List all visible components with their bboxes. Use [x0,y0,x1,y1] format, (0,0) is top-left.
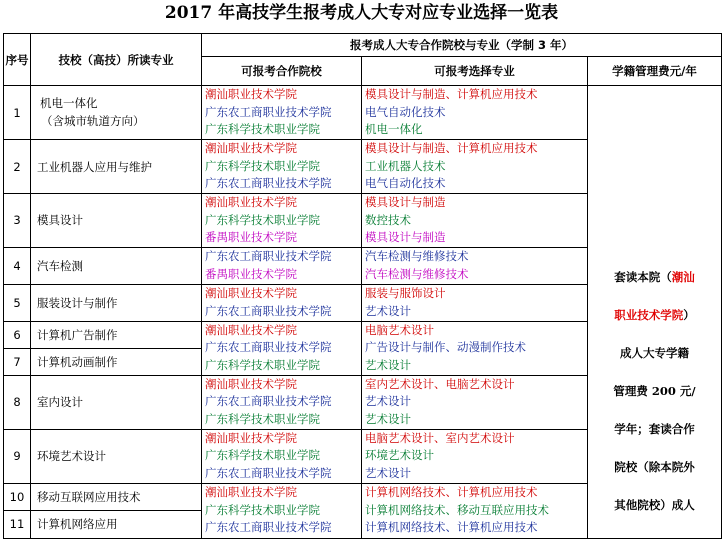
college: 广东科学技术职业学院 [205,212,320,227]
row-4-no: 4 [4,247,31,284]
college: 广东科学技术职业学院 [205,502,320,517]
row-9-no: 9 [4,429,31,483]
college: 潮汕职业技术学院 [205,87,297,102]
row-1-specialties [362,86,588,140]
fee-line-7: 其他院校）成人 [614,498,695,512]
fee-note [588,86,722,539]
specialty: 艺术设计 [365,357,411,372]
college: 广东农工商职业技术学院 [205,340,332,355]
specialty: 工业机器人技术 [365,158,446,173]
specialty: 计算机网络技术、移动互联应用技术 [365,502,549,517]
row-5-major: 服装设计与制作 [31,284,202,321]
row-6-7-specialties [362,321,588,375]
row-11-major: 计算机网络应用 [31,510,202,538]
fee-line-5: 学年；套读合作 [614,422,695,436]
college: 广东农工商职业技术学院 [205,520,332,535]
college: 广东科学技术职业学院 [205,411,320,426]
specialty: 汽车检测与维修技术 [365,266,469,281]
specialty: 模具设计与制造、计算机应用技术 [365,87,538,102]
row-7-no: 7 [4,348,31,375]
row-5-specialties [362,284,588,321]
specialty: 模具设计与制造 [365,195,446,209]
specialty: 环境艺术设计 [365,448,434,463]
row-1-no: 1 [4,86,31,140]
college: 番禺职业技术学院 [205,230,297,244]
college: 广东农工商职业技术学院 [205,104,332,119]
header-specialties: 可报考选择专业 [362,57,588,86]
fee-line-4: 管理费 200 元/ [613,384,696,398]
specialty: 电脑艺术设计、室内艺术设计 [365,430,515,445]
major-subtitle: （含城市轨道方向） [41,113,145,128]
major-name: 机电一体化 [40,96,98,110]
row-10-11-colleges [202,483,362,538]
specialty: 计算机网络技术、计算机应用技术 [365,485,538,500]
row-2-specialties [362,140,588,194]
specialty: 电气自动化技术 [365,176,446,191]
college: 广东农工商职业技术学院 [205,394,332,409]
college: 广东农工商职业技术学院 [205,176,332,191]
row-8-colleges [202,375,362,429]
specialty: 艺术设计 [365,465,411,480]
row-1-major [31,86,202,140]
fee-line-6: 院校（除本院外 [614,460,695,474]
college: 广东农工商职业技术学院 [205,303,332,318]
major-table [3,33,722,539]
row-8-no: 8 [4,375,31,429]
row-9-colleges [202,429,362,483]
row-10-no: 10 [4,483,31,510]
specialty: 艺术设计 [365,303,411,318]
row-3-specialties [362,194,588,248]
specialty: 计算机网络技术、计算机应用技术 [365,520,538,535]
college: 潮汕职业技术学院 [205,141,297,156]
row-9-major: 环境艺术设计 [31,429,202,483]
specialty: 电气自动化技术 [365,104,446,119]
college: 广东科学技术职业学院 [205,122,320,137]
row-3-major: 模具设计 [31,194,202,248]
specialty: 机电一体化 [365,122,423,137]
college: 广东农工商职业技术学院 [205,249,332,263]
college: 广东农工商职业技术学院 [205,465,332,480]
row-10-11-specialties [362,483,588,538]
college: 潮汕职业技术学院 [205,485,297,500]
specialty: 数控技术 [365,212,411,227]
row-8-major: 室内设计 [31,375,202,429]
fee-line-2: 职业技术学院） [614,308,695,322]
fee-line-3: 成人大专学籍 [620,346,689,360]
row-5-no: 5 [4,284,31,321]
row-4-colleges [202,247,362,284]
college: 潮汕职业技术学院 [205,322,297,337]
row-6-no: 6 [4,321,31,348]
college: 潮汕职业技术学院 [205,286,297,300]
college: 潮汕职业技术学院 [205,195,297,209]
row-7-major: 计算机动画制作 [31,348,202,375]
college: 广东科学技术职业学院 [205,448,320,463]
row-5-colleges [202,284,362,321]
header-colleges: 可报考合作院校 [202,57,362,86]
row-2-no: 2 [4,140,31,194]
specialty: 艺术设计 [365,411,411,426]
college: 潮汕职业技术学院 [205,430,297,445]
header-seq: 序号 [4,34,31,86]
row-8-specialties [362,375,588,429]
specialty: 广告设计与制作、动漫制作技术 [365,340,526,355]
specialty: 模具设计与制造 [365,230,446,244]
row-4-major: 汽车检测 [31,247,202,284]
specialty: 艺术设计 [365,394,411,409]
row-3-colleges [202,194,362,248]
row-4-specialties [362,247,588,284]
header-group: 报考成人大专合作院校与专业（学制 3 年） [202,34,722,57]
row-10-major: 移动互联网应用技术 [31,483,202,510]
college: 广东科学技术职业学院 [205,158,320,173]
row-3-no: 3 [4,194,31,248]
specialty: 电脑艺术设计 [365,322,434,337]
row-2-major: 工业机器人应用与维护 [31,140,202,194]
row-9-specialties [362,429,588,483]
specialty: 服装与服饰设计 [365,286,446,300]
specialty: 汽车检测与维修技术 [365,249,469,263]
row-11-no: 11 [4,510,31,538]
row-6-7-colleges [202,321,362,375]
specialty: 室内艺术设计、电脑艺术设计 [365,376,515,391]
specialty: 模具设计与制造、计算机应用技术 [365,141,538,156]
college: 潮汕职业技术学院 [205,376,297,391]
page-title: 2017 年高技学生报考成人大专对应专业选择一览表 [164,3,559,23]
header-major: 技校（高技）所读专业 [31,34,202,86]
fee-line-1: 套读本院（潮汕 [614,270,695,284]
row-6-major: 计算机广告制作 [31,321,202,348]
college: 广东科学技术职业学院 [205,357,320,372]
college: 番禺职业技术学院 [205,266,297,281]
row-2-colleges [202,140,362,194]
row-1-colleges [202,86,362,140]
header-fee: 学籍管理费元/年 [588,57,722,86]
